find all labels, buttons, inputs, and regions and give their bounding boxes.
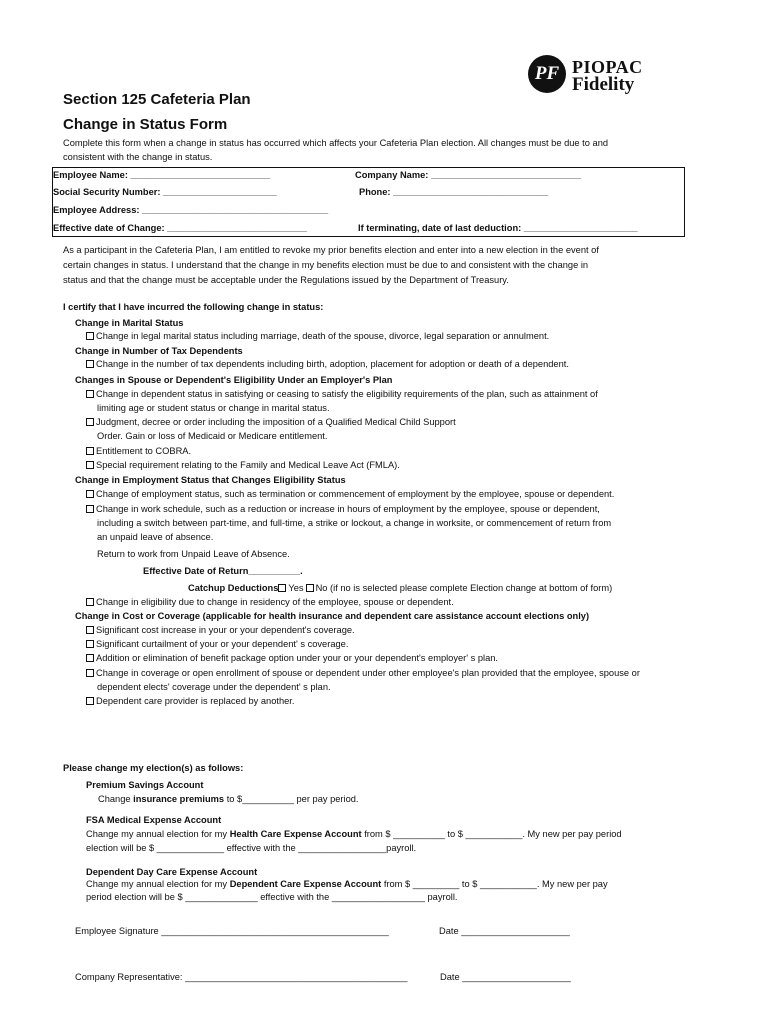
employment-item-1[interactable]: Change of employment status, such as termination or commencement of employment by the employee, spouse or dependent. xyxy=(86,488,614,501)
form-title-change: Change in Status Form xyxy=(63,116,228,133)
checkbox[interactable] xyxy=(86,390,94,398)
checkbox[interactable] xyxy=(86,418,94,426)
dca-line-1[interactable]: Change my annual election for my Dependent Care Expense Account from $ _________ to $ ___________. My new per pay xyxy=(86,879,608,889)
company-rep-signature-field[interactable]: Company Representative: ___________________________________________ xyxy=(75,972,408,982)
employee-date-field[interactable]: Date _____________________ xyxy=(439,926,570,936)
catchup-yes-checkbox[interactable] xyxy=(278,584,286,592)
intro-line-1: Complete this form when a change in status has occurred which affects your Cafeteria Plan election. All changes must be due to and xyxy=(63,138,609,148)
participant-line-2: certain changes in status. I understand that the change in my benefits election must be due to and consistent with the change in xyxy=(63,260,589,270)
checkbox[interactable] xyxy=(86,332,94,340)
checkbox[interactable] xyxy=(86,640,94,648)
cost-item-4-cont: dependent elects' coverage under the dependent' s plan. xyxy=(97,682,331,692)
participant-line-1: As a participant in the Cafeteria Plan, I am entitled to revoke my prior benefits election and enter into a new election in the event of xyxy=(63,245,599,255)
effective-return-field[interactable]: Effective Date of Return__________. xyxy=(143,566,303,576)
premium-line[interactable]: Change insurance premiums to $__________ per pay period. xyxy=(98,794,359,804)
eligibility-item-1[interactable]: Change in dependent status in satisfying or ceasing to satisfy the eligibility requirements of the plan, such as attainment of xyxy=(86,388,598,401)
checkbox[interactable] xyxy=(86,626,94,634)
logo-text-fidelity: Fidelity xyxy=(572,74,635,95)
fsa-heading: FSA Medical Expense Account xyxy=(86,815,222,825)
checkbox[interactable] xyxy=(86,461,94,469)
logo-monogram: PF xyxy=(528,55,566,93)
catchup-no-checkbox[interactable] xyxy=(306,584,314,592)
checkbox[interactable] xyxy=(86,447,94,455)
catchup-label: Catchup Deductions xyxy=(188,583,279,593)
dependents-heading: Change in Number of Tax Dependents xyxy=(75,346,243,356)
company-name-field[interactable]: Company Name: _____________________________ xyxy=(355,170,581,180)
eligibility-item-4[interactable]: Special requirement relating to the Family and Medical Leave Act (FMLA). xyxy=(86,459,400,472)
fsa-line-1[interactable]: Change my annual election for my Health Care Expense Account from $ __________ to $ ___________. My new per pay period xyxy=(86,829,622,839)
catchup-yes-label: Yes xyxy=(288,583,304,593)
checkbox[interactable] xyxy=(86,697,94,705)
eligibility-item-2[interactable]: Judgment, decree or order including the imposition of a Qualified Medical Child Support xyxy=(86,416,456,429)
ssn-field[interactable]: Social Security Number: ______________________ xyxy=(53,187,277,197)
address-field[interactable]: Employee Address: ____________________________________ xyxy=(53,205,329,215)
employee-signature-field[interactable]: Employee Signature ____________________________________________ xyxy=(75,926,389,936)
employment-item-2[interactable]: Change in work schedule, such as a reduction or increase in hours of employment by the employee, spouse or dependent, xyxy=(86,503,600,516)
logo-text-piopac: PIOPAC xyxy=(572,57,643,77)
certify-heading: I certify that I have incurred the following change in status: xyxy=(63,302,324,312)
checkbox[interactable] xyxy=(86,505,94,513)
company-logo xyxy=(528,55,653,99)
effective-date-field[interactable]: Effective date of Change: ___________________________ xyxy=(53,223,307,233)
cost-item-4[interactable]: Change in coverage or open enrollment of spouse or dependent under other employee's plan provided that the employee, spouse or xyxy=(86,667,640,680)
cost-item-2[interactable]: Significant curtailment of your or your dependent' s coverage. xyxy=(86,638,348,651)
form-title-section: Section 125 Cafeteria Plan xyxy=(63,91,251,108)
employment-item-3[interactable]: Change in eligibility due to change in residency of the employee, spouse or dependent. xyxy=(86,596,454,609)
return-from-leave-text: Return to work from Unpaid Leave of Absence. xyxy=(97,549,290,559)
marital-item[interactable]: Change in legal marital status including marriage, death of the spouse, divorce, legal separation or annulment. xyxy=(86,330,549,343)
eligibility-item-2-cont: Order. Gain or loss of Medicaid or Medicare entitlement. xyxy=(97,431,328,441)
intro-line-2: consistent with the change in status. xyxy=(63,152,213,162)
marital-heading: Change in Marital Status xyxy=(75,318,184,328)
cost-item-3[interactable]: Addition or elimination of benefit package option under your or your dependent's employer' s plan. xyxy=(86,652,498,665)
cost-item-5[interactable]: Dependent care provider is replaced by another. xyxy=(86,695,294,708)
checkbox[interactable] xyxy=(86,490,94,498)
company-rep-date-field[interactable]: Date _____________________ xyxy=(440,972,571,982)
election-heading: Please change my election(s) as follows: xyxy=(63,763,244,773)
cost-heading: Change in Cost or Coverage (applicable for health insurance and dependent care assistance account elections only) xyxy=(75,611,590,621)
dca-line-2[interactable]: period election will be $ ______________ effective with the __________________ payroll. xyxy=(86,892,458,902)
checkbox[interactable] xyxy=(86,598,94,606)
checkbox[interactable] xyxy=(86,360,94,368)
phone-field[interactable]: Phone: ______________________________ xyxy=(359,187,549,197)
dependents-item[interactable]: Change in the number of tax dependents including birth, adoption, placement for adoption or death of a dependent. xyxy=(86,358,569,371)
employment-item-2-cont1: including a switch between part-time, and full-time, a strike or lockout, a change in worksite, or commencement of return from xyxy=(97,518,612,528)
premium-heading: Premium Savings Account xyxy=(86,780,204,790)
employment-heading: Change in Employment Status that Changes Eligibility Status xyxy=(75,475,346,485)
eligibility-item-1-cont: limiting age or student status or change in marital status. xyxy=(97,403,330,413)
catchup-deductions-row xyxy=(188,582,612,595)
employee-name-field[interactable]: Employee Name: ___________________________ xyxy=(53,170,271,180)
catchup-no-label: No (if no is selected please complete Election change at bottom of form) xyxy=(315,583,613,593)
employment-item-2-cont2: an unpaid leave of absence. xyxy=(97,532,214,542)
checkbox[interactable] xyxy=(86,669,94,677)
dca-heading: Dependent Day Care Expense Account xyxy=(86,867,258,877)
checkbox[interactable] xyxy=(86,654,94,662)
eligibility-heading: Changes in Spouse or Dependent's Eligibility Under an Employer's Plan xyxy=(75,375,393,385)
participant-line-3: status and that the change must be acceptable under the Regulations issued by the Department of Treasury. xyxy=(63,275,509,285)
last-deduction-field[interactable]: If terminating, date of last deduction: ______________________ xyxy=(358,223,638,233)
cost-item-1[interactable]: Significant cost increase in your or your dependent's coverage. xyxy=(86,624,355,637)
fsa-line-2[interactable]: election will be $ _____________ effective with the _________________payroll. xyxy=(86,843,417,853)
eligibility-item-3[interactable]: Entitlement to COBRA. xyxy=(86,445,191,458)
